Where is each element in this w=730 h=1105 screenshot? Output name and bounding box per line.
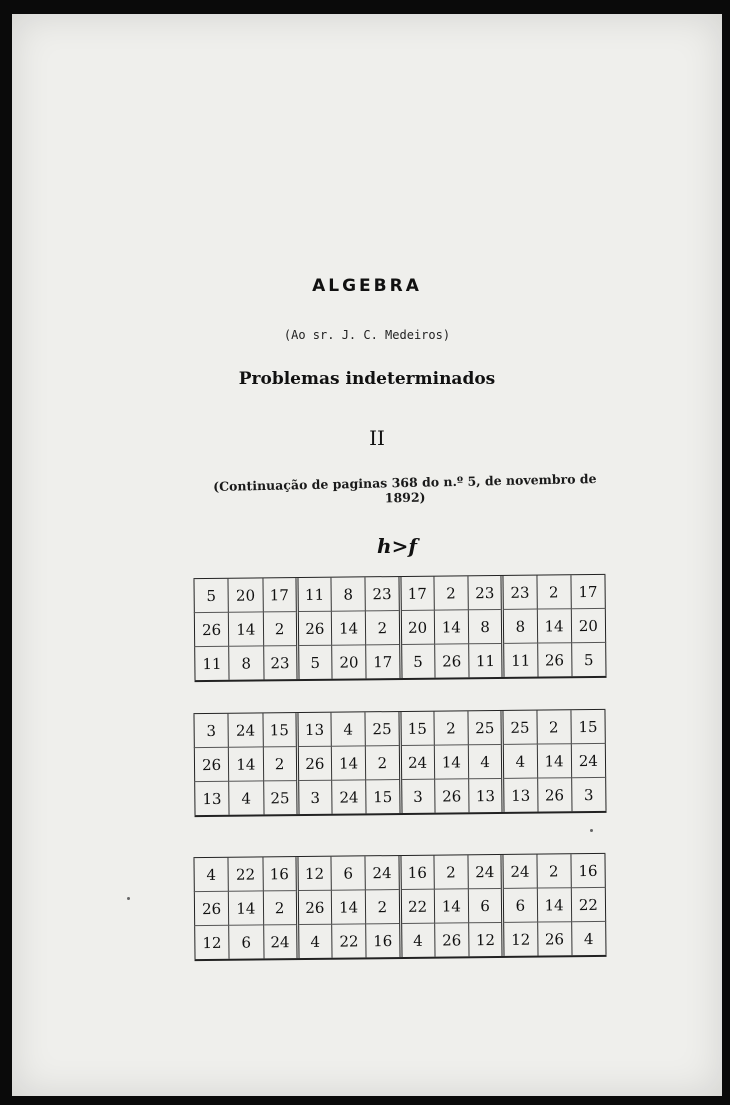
table-cell: 11 bbox=[297, 578, 332, 612]
table-cell: 13 bbox=[469, 778, 504, 812]
table-cell: 20 bbox=[571, 608, 606, 642]
table-cell: 2 bbox=[366, 611, 401, 645]
print-speck bbox=[590, 829, 593, 832]
table-cell: 14 bbox=[537, 744, 572, 778]
table-row bbox=[194, 854, 605, 892]
table-cell: 13 bbox=[195, 781, 230, 815]
table-cell: 6 bbox=[229, 925, 264, 959]
table-cell: 26 bbox=[297, 611, 332, 645]
subtitle: Problemas indeterminados bbox=[238, 369, 496, 389]
table-cell: 16 bbox=[366, 923, 401, 957]
table-cell: 11 bbox=[469, 643, 504, 677]
table-cell: 14 bbox=[537, 888, 572, 922]
table-cell: 17 bbox=[366, 644, 401, 678]
table-cell: 8 bbox=[503, 609, 538, 643]
table-row bbox=[195, 642, 606, 680]
table-row bbox=[194, 575, 605, 613]
table-cell: 4 bbox=[331, 712, 366, 746]
table-cell: 5 bbox=[297, 645, 332, 679]
table-cell: 2 bbox=[536, 575, 571, 609]
table-row bbox=[194, 608, 605, 646]
table-cell: 13 bbox=[503, 778, 538, 812]
table-cell: 14 bbox=[537, 609, 572, 643]
table-cell: 20 bbox=[228, 578, 263, 612]
table-cell: 26 bbox=[297, 746, 332, 780]
table-cell: 15 bbox=[399, 712, 434, 746]
table-cell: 24 bbox=[400, 745, 435, 779]
table-cell: 16 bbox=[262, 857, 297, 891]
table-row bbox=[194, 887, 605, 925]
table-cell: 4 bbox=[503, 744, 538, 778]
table-cell: 2 bbox=[263, 612, 298, 646]
table-cell: 14 bbox=[229, 612, 264, 646]
table-cell: 14 bbox=[331, 611, 366, 645]
table-cell: 24 bbox=[332, 780, 367, 814]
table-cell: 16 bbox=[399, 856, 434, 890]
table-cell: 14 bbox=[229, 891, 264, 925]
table-cell: 17 bbox=[571, 575, 606, 609]
table-cell: 17 bbox=[262, 578, 297, 612]
document-page bbox=[12, 14, 722, 1096]
table-cell: 2 bbox=[536, 710, 571, 744]
table-cell: 2 bbox=[366, 746, 401, 780]
table-cell: 15 bbox=[571, 710, 606, 744]
table-cell: 5 bbox=[194, 579, 229, 613]
number-table bbox=[193, 710, 606, 815]
table-cell: 24 bbox=[263, 925, 298, 959]
table-cell: 6 bbox=[468, 888, 503, 922]
table-cell: 23 bbox=[365, 577, 400, 611]
print-speck bbox=[127, 897, 130, 900]
number-table bbox=[193, 575, 606, 680]
table-cell: 12 bbox=[195, 925, 230, 959]
table-cell: 12 bbox=[503, 922, 538, 956]
number-grid-1 bbox=[193, 574, 606, 682]
dedication: (Ao sr. J. C. Medeiros) bbox=[283, 328, 451, 342]
table-cell: 4 bbox=[297, 924, 332, 958]
table-cell: 20 bbox=[400, 610, 435, 644]
table-cell: 8 bbox=[468, 609, 503, 643]
table-cell: 14 bbox=[229, 747, 264, 781]
table-cell: 26 bbox=[194, 612, 229, 646]
table-cell: 26 bbox=[434, 779, 469, 813]
number-table bbox=[193, 854, 606, 959]
table-row bbox=[194, 743, 605, 781]
table-row bbox=[195, 777, 606, 815]
table-cell: 2 bbox=[434, 855, 469, 889]
table-cell: 8 bbox=[331, 577, 366, 611]
table-cell: 3 bbox=[571, 777, 606, 811]
table-cell: 11 bbox=[195, 646, 230, 680]
table-cell: 22 bbox=[228, 857, 263, 891]
table-cell: 24 bbox=[502, 855, 537, 889]
table-cell: 15 bbox=[366, 779, 401, 813]
table-cell: 3 bbox=[194, 714, 229, 748]
table-cell: 2 bbox=[434, 711, 469, 745]
table-cell: 22 bbox=[571, 887, 606, 921]
table-cell: 11 bbox=[503, 643, 538, 677]
table-cell: 22 bbox=[332, 924, 367, 958]
table-cell: 26 bbox=[434, 923, 469, 957]
table-cell: 3 bbox=[400, 779, 435, 813]
table-cell: 24 bbox=[468, 855, 503, 889]
table-cell: 24 bbox=[365, 856, 400, 890]
table-cell: 3 bbox=[297, 780, 332, 814]
table-cell: 26 bbox=[537, 778, 572, 812]
table-cell: 2 bbox=[366, 890, 401, 924]
table-cell: 14 bbox=[434, 889, 469, 923]
table-cell: 25 bbox=[263, 781, 298, 815]
table-cell: 14 bbox=[434, 745, 469, 779]
table-cell: 20 bbox=[332, 645, 367, 679]
table-cell: 23 bbox=[502, 576, 537, 610]
table-cell: 4 bbox=[400, 923, 435, 957]
table-cell: 23 bbox=[468, 576, 503, 610]
table-cell: 4 bbox=[468, 744, 503, 778]
table-cell: 26 bbox=[194, 891, 229, 925]
table-cell: 4 bbox=[194, 858, 229, 892]
condition-formula: h>f bbox=[377, 534, 417, 558]
table-cell: 26 bbox=[194, 747, 229, 781]
table-cell: 6 bbox=[331, 856, 366, 890]
table-cell: 4 bbox=[229, 781, 264, 815]
table-cell: 16 bbox=[571, 854, 606, 888]
table-cell: 2 bbox=[434, 576, 469, 610]
number-grid-2 bbox=[193, 709, 606, 817]
table-cell: 2 bbox=[263, 747, 298, 781]
table-cell: 2 bbox=[536, 854, 571, 888]
page-title: ALGEBRA bbox=[312, 276, 422, 296]
table-cell: 5 bbox=[571, 642, 606, 676]
table-cell: 26 bbox=[297, 890, 332, 924]
table-cell: 13 bbox=[297, 713, 332, 747]
table-cell: 6 bbox=[503, 888, 538, 922]
table-cell: 8 bbox=[229, 646, 264, 680]
continuation-note: (Continuação de paginas 368 do n.º 5, de novembro de 1892) bbox=[213, 470, 597, 506]
table-cell: 22 bbox=[400, 889, 435, 923]
table-row bbox=[194, 710, 605, 748]
table-cell: 24 bbox=[228, 713, 263, 747]
table-cell: 17 bbox=[399, 577, 434, 611]
table-cell: 14 bbox=[331, 746, 366, 780]
table-cell: 24 bbox=[571, 743, 606, 777]
table-cell: 12 bbox=[297, 857, 332, 891]
table-cell: 5 bbox=[400, 644, 435, 678]
table-cell: 23 bbox=[263, 646, 298, 680]
table-row bbox=[195, 921, 606, 959]
table-cell: 26 bbox=[434, 644, 469, 678]
table-cell: 26 bbox=[537, 922, 572, 956]
table-cell: 25 bbox=[365, 712, 400, 746]
number-grid-3 bbox=[193, 853, 606, 961]
table-cell: 25 bbox=[468, 711, 503, 745]
table-cell: 26 bbox=[537, 643, 572, 677]
table-cell: 14 bbox=[434, 610, 469, 644]
table-cell: 12 bbox=[469, 922, 504, 956]
table-cell: 4 bbox=[571, 921, 606, 955]
table-cell: 15 bbox=[262, 713, 297, 747]
section-number: II bbox=[369, 426, 385, 450]
table-cell: 25 bbox=[502, 711, 537, 745]
table-cell: 14 bbox=[331, 890, 366, 924]
table-cell: 2 bbox=[263, 891, 298, 925]
